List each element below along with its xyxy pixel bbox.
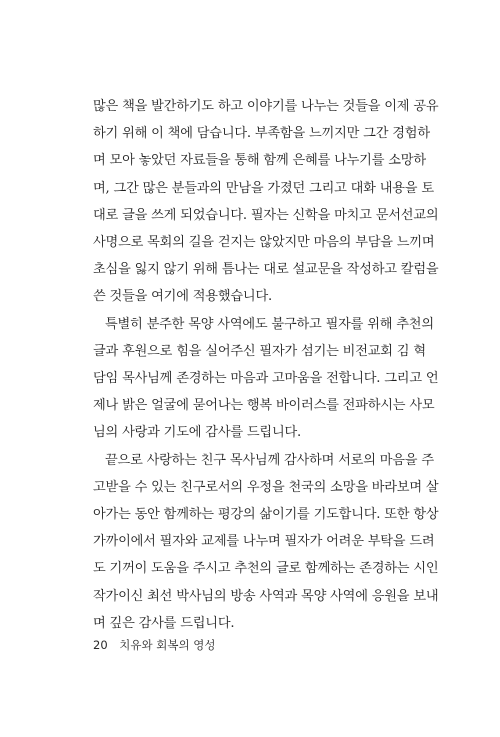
text-line: 고받을 수 있는 친구로서의 우정을 천국의 소망을 바라보며 살 xyxy=(93,479,439,495)
text-line: 담임 목사님께 존경하는 마음과 고마움을 전합니다. 그리고 언 xyxy=(93,371,439,387)
text-line: 작가이신 최선 박사님의 방송 사역과 목양 사역에 응원을 보내 xyxy=(93,588,439,604)
page-body xyxy=(93,93,439,637)
text-line: 끝으로 사랑하는 친구 목사님께 감사하며 서로의 마음을 주 xyxy=(105,452,434,468)
text-line: 님의 사랑과 기도에 감사를 드립니다. xyxy=(93,425,302,441)
text-line: 쓴 것들을 여기에 적용했습니다. xyxy=(93,289,272,305)
text-line: 대로 글을 쓰게 되었습니다. 필자는 신학을 마치고 문서선교의 xyxy=(93,207,439,223)
text-line: 도 기꺼이 도움을 주시고 추천의 글로 함께하는 존경하는 시인 xyxy=(93,561,439,577)
text-line: 며 모아 놓았던 자료들을 통해 함께 은혜를 나누기를 소망하 xyxy=(93,153,426,169)
text-line: 며 깊은 감사를 드립니다. xyxy=(93,615,235,631)
paragraph-2 xyxy=(93,311,439,447)
text-line: 며, 그간 많은 분들과의 만남을 가졌던 그리고 대화 내용을 토 xyxy=(93,180,434,196)
text-line: 글과 후원으로 힘을 실어주신 필자가 섬기는 비전교회 김 혁 xyxy=(93,343,426,359)
paragraph-1 xyxy=(93,93,439,311)
text-line: 가까이에서 필자와 교제를 나누며 필자가 어려운 부탁을 드려 xyxy=(93,534,435,550)
text-line: 아가는 동안 함께하는 평강의 삶이기를 기도합니다. 또한 항상 xyxy=(93,507,439,523)
text-line: 제나 밝은 얼굴에 묻어나는 행복 바이러스를 전파하시는 사모 xyxy=(93,398,435,414)
text-line: 사명으로 목회의 길을 걷지는 않았지만 마음의 부담을 느끼며 xyxy=(93,235,435,251)
text-line: 초심을 잃지 않기 위해 틈나는 대로 설교문을 작성하고 칼럼을 xyxy=(93,262,439,278)
paragraph-3 xyxy=(93,447,439,637)
page-number: 20 xyxy=(93,638,108,652)
page-footer xyxy=(93,637,215,653)
text-line: 특별히 분주한 목양 사역에도 불구하고 필자를 위해 추천의 xyxy=(105,316,434,332)
text-line: 많은 책을 발간하기도 하고 이야기를 나누는 것들을 이제 공유 xyxy=(93,99,439,114)
text-line: 하기 위해 이 책에 담습니다. 부족함을 느끼지만 그간 경험하 xyxy=(93,126,430,142)
running-title: 치유와 회복의 영성 xyxy=(119,638,216,652)
